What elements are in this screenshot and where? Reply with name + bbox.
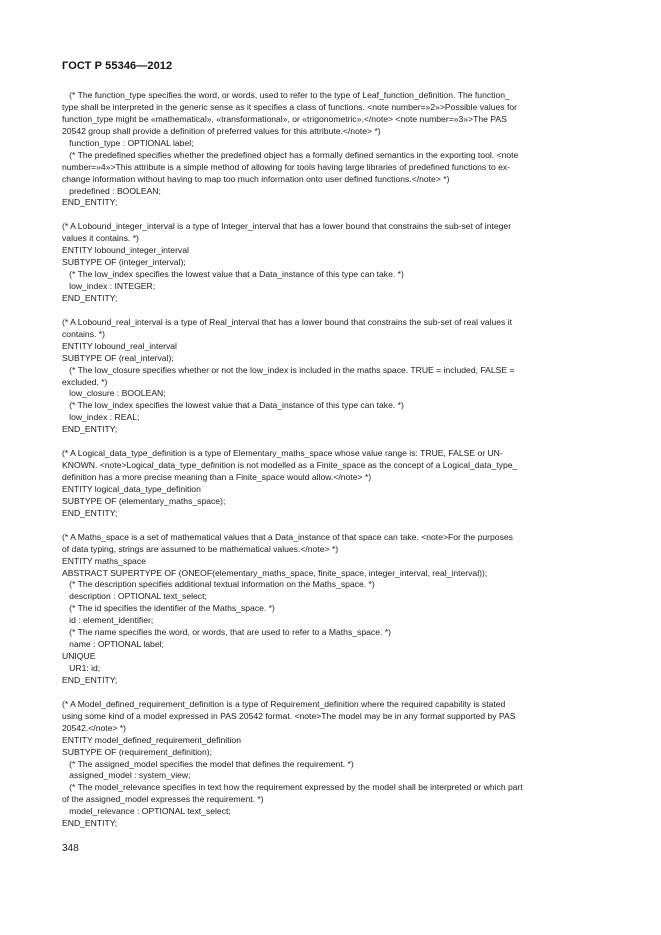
blank-line [62,305,602,317]
text-line: values it contains. *) [62,233,139,244]
blank-line [62,209,602,221]
text-line: END_ENTITY; [62,507,118,518]
text-line: name : OPTIONAL label; [62,639,164,650]
blank-line [62,436,602,448]
text-line: type shall be interpreted in the generic sense as it specifies a class of functions. <note number=»2»>Possible values for [62,101,518,112]
text-line: (* A Lobound_real_interval is a type of Real_interval that has a lower bound that constrains the sub-set of real values it [62,316,513,327]
text-line: (* A Maths_space is a set of mathematical values that a Data_instance of that space can take. <note>For the purposes [62,531,513,542]
text-line: of data typing, strings are assumed to be mathematical values.</note> *) [62,543,339,554]
text-line: using some kind of a model expressed in PAS 20542 format. <note>The model may be in any format supported by PAS [62,710,516,721]
text-line: UNIQUE [62,651,96,662]
text-line: low_closure : BOOLEAN; [62,388,166,399]
text-line: (* A Logical_data_type_definition is a type of Elementary_maths_space whose value range is: TRUE, FALSE or UN- [62,448,503,459]
text-line: (* The low_closure specifies whether or not the low_index is included in the maths space. TRUE = included, FALSE = [62,364,515,375]
text-line: (* The id specifies the identifier of the Maths_space. *) [62,603,275,614]
text-line: 20542 group shall provide a definition of preferred values for this attribute.</note> *) [62,125,381,136]
text-line: ENTITY maths_space [62,555,146,566]
text-line: SUBTYPE OF (elementary_maths_space); [62,495,226,506]
text-line: description : OPTIONAL text_select; [62,591,207,602]
text-line: (* The low_index specifies the lowest value that a Data_instance of this type can take. *) [62,269,404,280]
text-line: change information without having to map too much information onto user defined functions.</note> *) [62,173,450,184]
text-line: END_ENTITY; [62,292,118,303]
text-line: ENTITY model_defined_requirement_definition [62,734,241,745]
blank-line [62,687,602,699]
text-line: excluded. *) [62,376,108,387]
text-line: SUBTYPE OF (real_interval); [62,352,174,363]
text-line: function_type : OPTIONAL label; [62,137,194,148]
text-line: ENTITY logical_data_type_definition [62,483,201,494]
text-line: (* A Lobound_integer_interval is a type of Integer_interval that has a lower bound that constrains the sub-set of integer [62,221,512,232]
text-line: number=»4»>This attribute is a simple method of allowing for tools having large libraries of predefined functions to ex- [62,161,511,172]
text-line: ABSTRACT SUPERTYPE OF (ONEOF(elementary_maths_space, finite_space, integer_interval, real_interval)); [62,567,488,578]
text-line: (* The name specifies the word, or words, that are used to refer to a Maths_space. *) [62,627,391,638]
text-line: (* The description specifies additional textual information on the Maths_space. *) [62,579,375,590]
text-line: SUBTYPE OF (integer_interval); [62,257,186,268]
text-line: of the assigned_model expresses the requirement. *) [62,794,264,805]
text-line: (* The function_type specifies the word, or words, used to refer to the type of Leaf_function_definition. The function_ [62,90,510,100]
text-line: END_ENTITY; [62,197,118,208]
text-line: assigned_model : system_view; [62,770,191,781]
text-line: function_type might be «mathematical», «transformational», or «trigonometric».</note> <note number=»3»>The PAS [62,113,507,124]
page-number: 348 [62,843,79,854]
blank-line [62,520,602,532]
text-line: END_ENTITY; [62,818,118,829]
text-line: ENTITY lobound_real_interval [62,340,177,351]
text-line: (* The assigned_model specifies the model that defines the requirement. *) [62,758,354,769]
text-line: id : element_identifier; [62,615,154,626]
text-line: low_index : INTEGER; [62,281,156,291]
text-line: SUBTYPE OF (requirement_definition); [62,746,212,757]
text-line: KNOWN. <note>Logical_data_type_definition is not modelled as a Finite_space as the concept of a Logical_data_type_ [62,460,518,471]
text-line: model_relevance : OPTIONAL text_select; [62,806,231,817]
text-line: definition has a more precise meaning than a Finite_space would allow.</note> *) [62,472,372,482]
text-line: END_ENTITY; [62,674,118,685]
text-line: ENTITY lobound_integer_interval [62,245,189,256]
text-line: predefined : BOOLEAN; [62,185,161,196]
text-line: (* The model_relevance specifies in text how the requirement expressed by the model shall be interpreted or which part [62,782,523,793]
text-line: 20542.</note> *) [62,722,127,733]
text-line: (* The low_index specifies the lowest value that a Data_instance of this type can take. *) [62,400,404,411]
text-line: END_ENTITY; [62,424,118,435]
text-line: UR1: id; [62,663,101,673]
express-schema-text [62,90,602,830]
text-line: (* The predefined specifies whether the predefined object has a formally defined semantics in the exporting tool. <note [62,149,519,160]
text-line: contains. *) [62,328,105,339]
text-line: low_index : REAL; [62,412,140,423]
text-line: (* A Model_defined_requirement_definition is a type of Requirement_definition where the required capability is stated [62,698,506,709]
standard-header: ГОСТ Р 55346—2012 [62,60,173,72]
